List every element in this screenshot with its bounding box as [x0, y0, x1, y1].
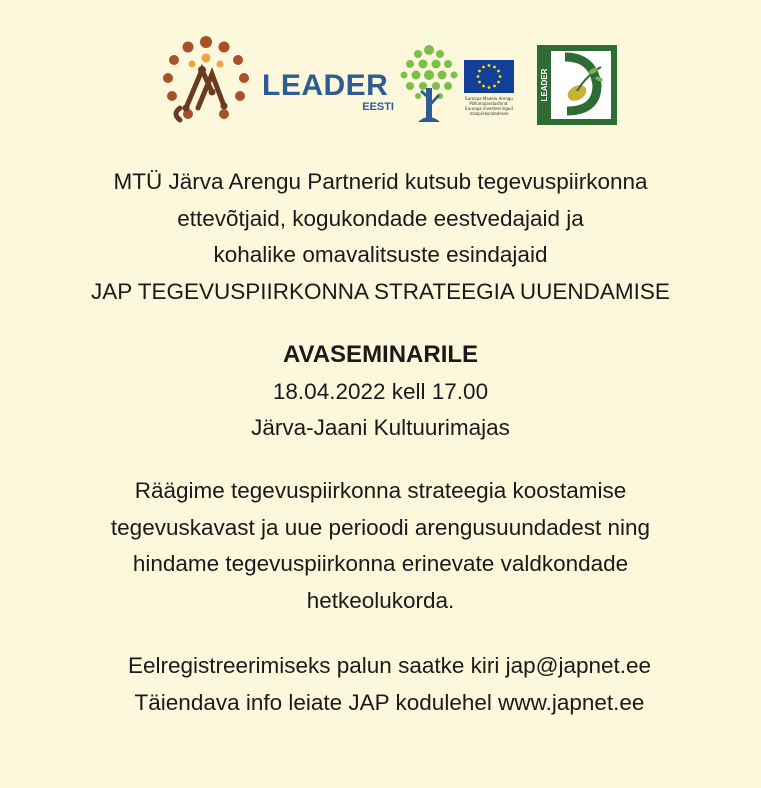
contact-info: [0, 648, 761, 721]
leader-wordmark-sub: EESTI: [362, 101, 394, 113]
event-title: AVASEMINARILE: [282, 341, 479, 368]
description-line: Räägime tegevuspiirkonna strateegia koostamise: [134, 478, 627, 503]
invitation-line: ettevõtjaid, kogukondade eestvedajaid ja: [177, 205, 584, 231]
eu-caption: Euroopa Maaelu Arengu Põllumajandusfond: Euroopa investeeringud maapiirkondadesse: [465, 96, 513, 116]
invitation-line: JAP TEGEVUSPIIRKONNA STRATEEGIA UUENDAMISE: [91, 278, 670, 304]
leader-box-logo: [537, 45, 617, 125]
jap-logo: [158, 34, 254, 126]
event-details: [0, 337, 761, 447]
description-text: [0, 473, 761, 619]
eu-logo: [464, 60, 516, 120]
eu-flag-icon: [464, 60, 514, 93]
description-line: tegevuskavast ja uue perioodi arengusuundadest ning: [110, 514, 651, 540]
leader-eesti-wordmark: [262, 69, 396, 113]
description-line: hetkeolukorda.: [306, 587, 455, 613]
event-venue: Järva-Jaani Kultuurimajas: [251, 415, 510, 440]
invitation-text: [0, 164, 761, 310]
leader-wordmark-text: LEADER: [262, 69, 389, 102]
logo-row: [0, 30, 761, 130]
registration-line: Eelregistreerimiseks palun saatke kiri jap@japnet.ee: [127, 653, 652, 678]
info-line: Täiendava info leiate JAP kodulehel www.japnet.ee: [134, 689, 645, 715]
event-datetime: 18.04.2022 kell 17.00: [272, 378, 489, 404]
invitation-line: kohalike omavalitsuste esindajaid: [213, 242, 548, 267]
leader-box-text: LEADER: [540, 68, 549, 102]
tree-logo: [398, 44, 460, 126]
invitation-line: MTÜ Järva Arengu Partnerid kutsub tegevuspiirkonna: [113, 169, 648, 194]
description-line: hindame tegevuspiirkonna erinevate valdkondade: [132, 551, 629, 576]
